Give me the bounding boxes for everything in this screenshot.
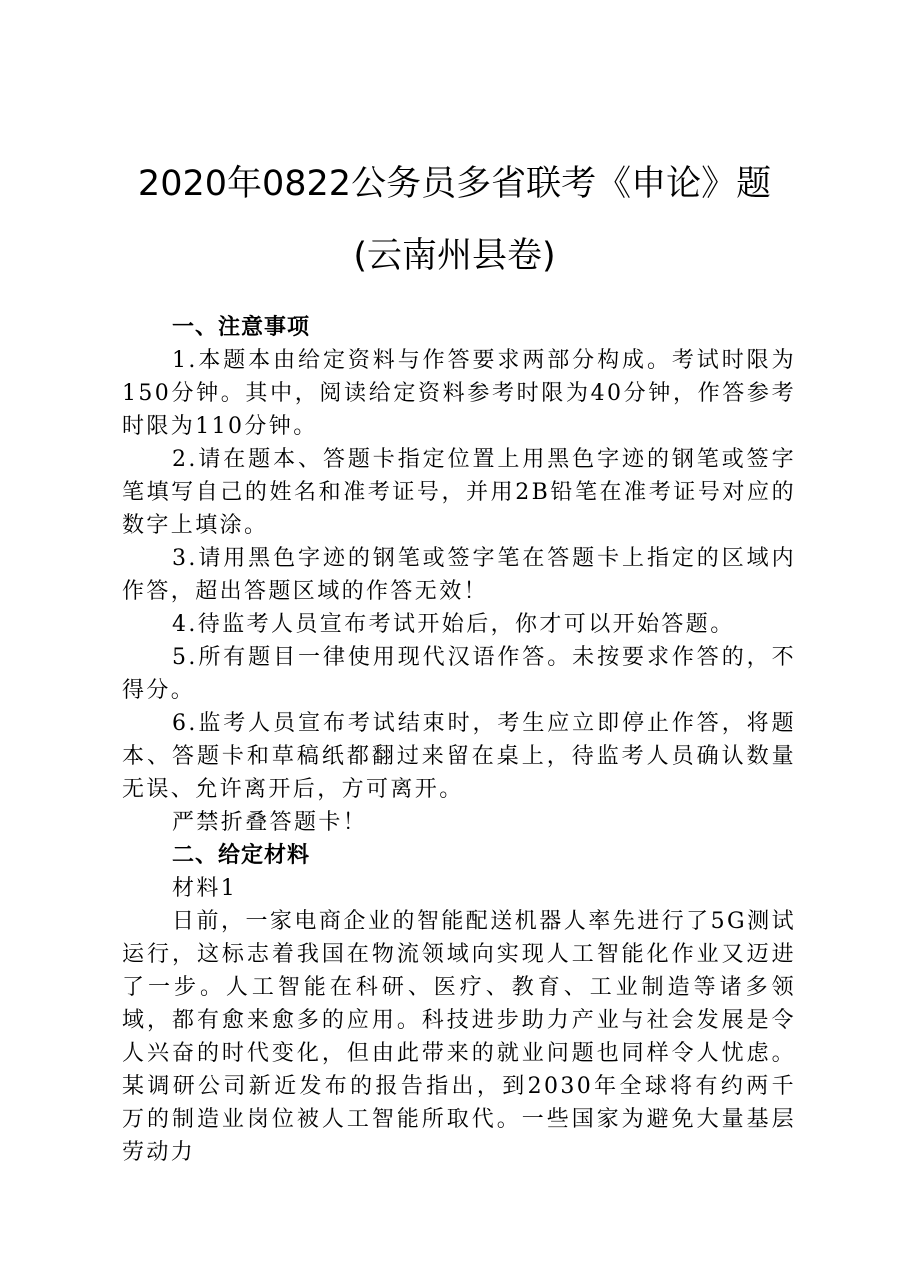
material-label: 材料1 xyxy=(172,876,238,901)
material-paragraph: 日前，一家电商企业的智能配送机器人率先进行了5G测试运行，这标志着我国在物流领域向实现人工智能化作业又迈进了一步。人工智能在科研、医疗、教育、工业制造等诸多领域，都有愈来愈多的应用。科技进步助力产业与社会发展是令人兴奋的时代变化，但由此带来的就业问题也同样令人忧虑。 某调研公司新近发布的报告指出，到2030年全球将有约两千万的制造业岗位被人工智能所取代。一些国家为避免大量基层劳动力 xyxy=(122,909,796,1165)
notice-warning: 严禁折叠答题卡！ xyxy=(172,810,368,835)
notice-item-3: 3.请用黑色字迹的钢笔或签字笔在答题卡上指定的区域内作答，超出答题区域的作答无效！ xyxy=(122,546,796,604)
section-heading-materials: 二、给定材料 xyxy=(172,843,311,868)
notice-item-6: 6.监考人员宣布考试结束时，考生应立即停止作答，将题本、答题卡和草稿纸都翻过来留在桌上，待监考人员确认数量无误、允许离开后，方可离开。 xyxy=(122,711,796,802)
notice-item-1: 1.本题本由给定资料与作答要求两部分构成。考试时限为150分钟。其中，阅读给定资料参考时限为40分钟，作答参考时限为110分钟。 xyxy=(122,348,796,439)
section-heading-notices: 一、注意事项 xyxy=(172,315,311,340)
notice-item-5: 5.所有题目一律使用现代汉语作答。未按要求作答的，不得分。 xyxy=(122,645,796,703)
document-body xyxy=(122,311,796,1169)
document-title: 2020年0822公务员多省联考《申论》题 xyxy=(137,164,772,204)
notice-item-2: 2.请在题本、答题卡指定位置上用黑色字迹的钢笔或签字笔填写自己的姓名和准考证号，并用2B铅笔在准考证号对应的数字上填涂。 xyxy=(122,447,796,538)
document-subtitle: (云南州县卷) xyxy=(353,236,556,276)
notice-item-4: 4.待监考人员宣布考试开始后，你才可以开始答题。 xyxy=(172,612,735,637)
